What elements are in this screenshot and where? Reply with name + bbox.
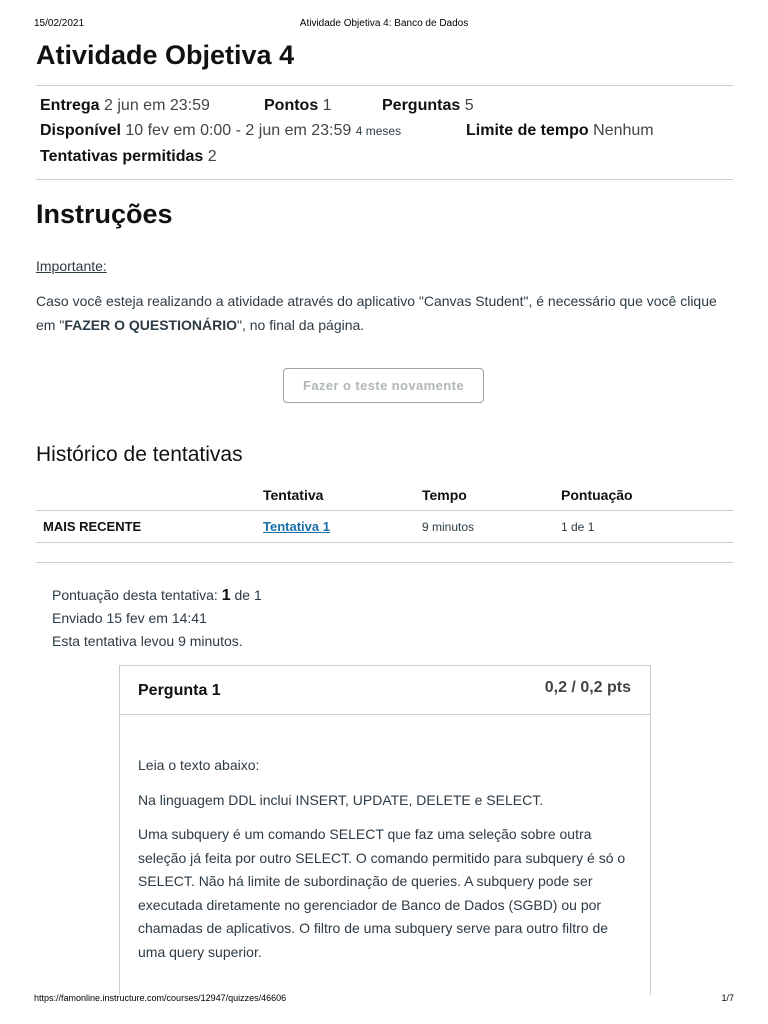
question-body (138, 754, 633, 975)
score-summary (52, 584, 262, 653)
history-header-row (36, 480, 733, 511)
divider (36, 179, 733, 180)
retake-quiz-button[interactable]: Fazer o teste novamente (283, 368, 484, 403)
print-header (34, 18, 734, 32)
score-label: Pontuação desta tentativa: (52, 587, 218, 603)
question-paragraph: Leia o texto abaixo: (138, 757, 260, 773)
quiz-details-row-1 (40, 97, 210, 115)
instructions-text-start: Caso você esteja realizando a atividade através do aplicativo "Canvas Student", é necessário que você clique em " (36, 293, 717, 333)
instructions-title: Instruções (36, 199, 173, 229)
attempt-link[interactable]: Tentativa 1 (263, 519, 330, 534)
limite-value: Nenhum (593, 122, 654, 139)
print-url: https://famonline.instructure.com/courses/12947/quizzes/46606 (34, 993, 287, 1003)
divider (36, 562, 733, 563)
instructions-text (36, 289, 736, 337)
history-header-time: Tempo (422, 480, 561, 511)
pontos-detail (264, 97, 332, 115)
print-date: 15/02/2021 (34, 18, 85, 29)
disponivel-extra: 4 meses (355, 124, 402, 138)
instructions-text-end: ", no final da página. (237, 317, 365, 333)
perguntas-label: Perguntas (382, 97, 461, 114)
disponivel-value: 10 fev em 0:00 - 2 jun em 23:59 (125, 122, 352, 139)
important-label: Importante: (36, 258, 107, 274)
entrega-label: Entrega (40, 97, 100, 114)
divider (36, 85, 733, 86)
print-doc-title: Atividade Objetiva 4: Banco de Dados (299, 18, 469, 29)
history-row-attempt (263, 511, 422, 543)
pontos-value: 1 (322, 97, 332, 114)
history-header-blank (36, 480, 263, 511)
tentativas-label: Tentativas permitidas (40, 148, 204, 165)
table-row (36, 511, 733, 543)
question-card (119, 665, 651, 995)
history-header-attempt: Tentativa (263, 480, 422, 511)
submitted-line: Enviado 15 fev em 14:41 (52, 610, 207, 626)
limite-detail (466, 122, 654, 140)
entrega-value: 2 jun em 23:59 (104, 97, 210, 114)
history-row-time: 9 minutos (422, 511, 561, 543)
score-value: 1 (221, 587, 231, 604)
instructions-text-bold: FAZER O QUESTIONÁRIO (64, 317, 237, 333)
question-points: 0,2 / 0,2 pts (544, 679, 631, 696)
print-page-number: 1/7 (721, 993, 734, 1003)
history-table (36, 480, 733, 543)
limite-label: Limite de tempo (466, 122, 589, 139)
tentativas-detail (40, 148, 217, 166)
duration-line: Esta tentativa levou 9 minutos. (52, 633, 243, 649)
page-title: Atividade Objetiva 4 (36, 40, 295, 70)
print-footer (34, 993, 734, 1007)
tentativas-value: 2 (207, 148, 217, 165)
question-header (120, 666, 650, 715)
perguntas-value: 5 (464, 97, 474, 114)
history-header-score: Pontuação (561, 480, 733, 511)
history-row-label: MAIS RECENTE (36, 511, 263, 543)
question-title: Pergunta 1 (138, 682, 221, 699)
score-line (52, 584, 262, 607)
history-row-score: 1 de 1 (561, 511, 733, 543)
pontos-label: Pontos (264, 97, 319, 114)
perguntas-detail (382, 97, 474, 115)
question-paragraph: Na linguagem DDL inclui INSERT, UPDATE, DELETE e SELECT. (138, 791, 544, 808)
score-of: de 1 (234, 587, 262, 603)
disponivel-label: Disponível (40, 122, 121, 139)
question-paragraph: Uma subquery é um comando SELECT que faz uma seleção sobre outra seleção já feita por outro SELECT. O comando permitido para subquery é só o SELECT. Não há limite de subordinação de queries. A subquery pode ser executada diretamente no gerenciador de Banco de Dados (SGBD) ou por chamadas de aplicativos. O filtro de uma subquery serve para outro filtro de uma query superior. (138, 826, 626, 960)
disponivel-detail (40, 122, 401, 140)
history-title: Histórico de tentativas (36, 443, 243, 466)
